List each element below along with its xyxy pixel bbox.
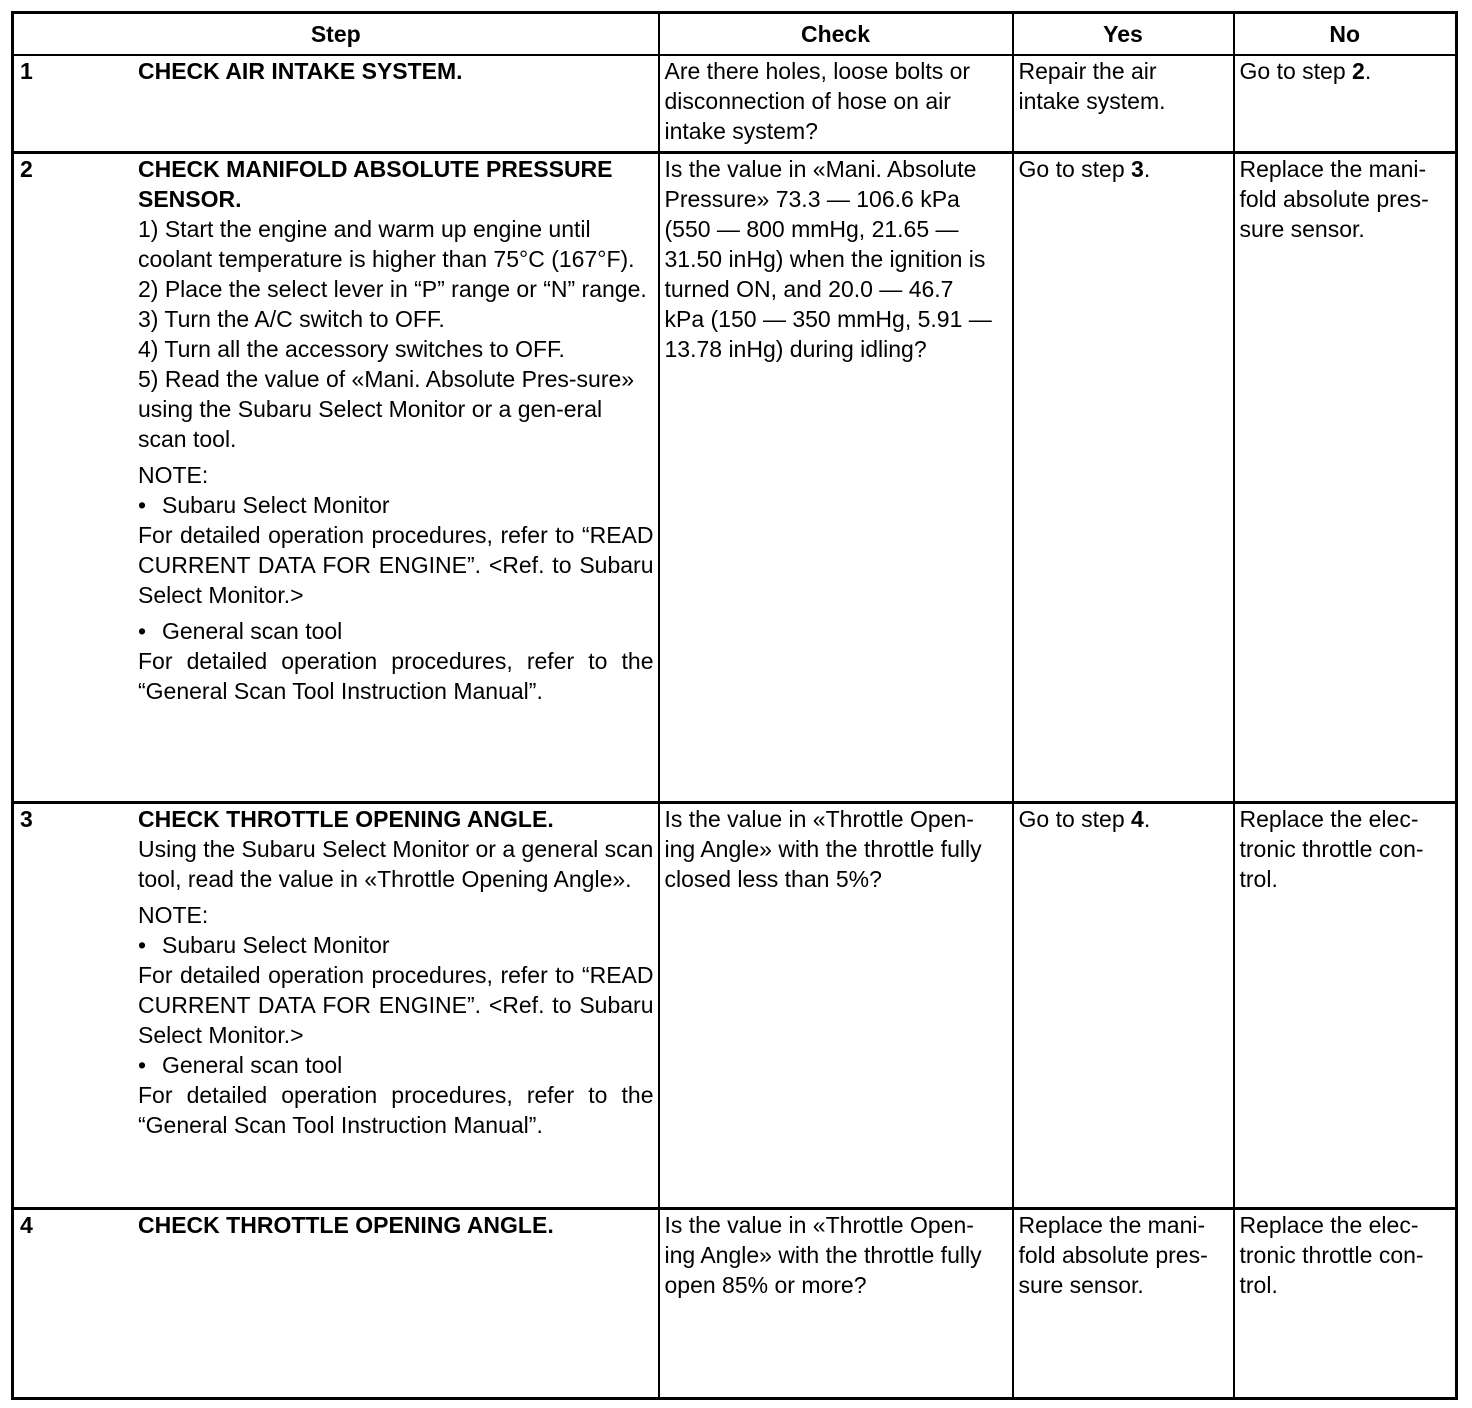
table-row	[13, 55, 1457, 152]
bullet-description: For detailed operation procedures, refer to the “General Scan Tool Instruction Manual”.	[138, 1081, 654, 1138]
step-title: CHECK AIR INTAKE SYSTEM.	[138, 58, 463, 84]
table-row	[13, 152, 1457, 802]
bullet-label: General scan tool	[162, 1051, 343, 1078]
step-cell	[13, 1208, 659, 1398]
step-cell	[13, 152, 659, 802]
diagnostic-table	[11, 11, 1458, 1400]
yes-cell	[1013, 802, 1234, 1208]
step-ref: 4	[1131, 805, 1144, 832]
no-suffix: .	[1364, 58, 1372, 84]
yes-cell	[1013, 152, 1234, 802]
yes-suffix: .	[1143, 805, 1151, 832]
step-title: CHECK THROTTLE OPENING ANGLE.	[138, 1211, 554, 1238]
bullet-item	[138, 1050, 654, 1080]
bullet-label: General scan tool	[162, 617, 343, 644]
procedure-step: 2) Place the select lever in “P” range or “N” range.	[138, 275, 647, 302]
bullet-item	[138, 490, 654, 520]
no-cell: Replace the mani- fold absolute pres- sure sensor.	[1234, 152, 1457, 802]
check-cell: Is the value in «Throttle Open- ing Angle» with the throttle fully closed less than 5%?	[659, 802, 1013, 1208]
step-number: 2	[20, 155, 33, 182]
no-text: Go to step	[1239, 58, 1353, 84]
yes-cell: Repair the air intake system.	[1013, 55, 1234, 152]
bullet-icon: •	[138, 617, 147, 644]
step-title: CHECK THROTTLE OPENING ANGLE.	[138, 805, 554, 832]
bullet-icon: •	[138, 1051, 147, 1078]
step-ref: 2	[1352, 58, 1365, 84]
step-number: 1	[20, 58, 33, 84]
bullet-description: For detailed operation procedures, refer to “READ CURRENT DATA FOR ENGINE”. <Ref. to Subaru Select Monitor.>	[138, 961, 654, 1048]
yes-cell: Replace the mani- fold absolute pres- sure sensor.	[1013, 1208, 1234, 1398]
yes-suffix: .	[1143, 155, 1151, 182]
table-row	[13, 1208, 1457, 1398]
check-cell: Are there holes, loose bolts or disconnection of hose on air intake system?	[659, 55, 1013, 152]
bullet-item	[138, 930, 654, 960]
bullet-item	[138, 616, 654, 646]
bullet-label: Subaru Select Monitor	[162, 931, 390, 958]
procedure-step: 5) Read the value of «Mani. Absolute Pres-sure» using the Subaru Select Monitor or a gen-eral scan tool.	[138, 365, 635, 452]
header-step: Step	[13, 13, 659, 56]
bullet-icon: •	[138, 931, 147, 958]
step-number: 4	[20, 1211, 33, 1238]
check-cell: Is the value in «Throttle Open- ing Angle» with the throttle fully open 85% or more?	[659, 1208, 1013, 1398]
table-row	[13, 802, 1457, 1208]
procedure-step: 1) Start the engine and warm up engine until coolant temperature is higher than 75°C (167°F).	[138, 215, 635, 272]
no-cell	[1234, 55, 1457, 152]
yes-text: Go to step	[1018, 805, 1132, 832]
bullet-description: For detailed operation procedures, refer to the “General Scan Tool Instruction Manual”.	[138, 647, 654, 704]
header-no: No	[1234, 13, 1457, 56]
header-yes: Yes	[1013, 13, 1234, 56]
step-cell	[13, 55, 659, 152]
procedure-step: 3) Turn the A/C switch to OFF.	[138, 305, 445, 332]
no-cell: Replace the elec- tronic throttle con- trol.	[1234, 1208, 1457, 1398]
note-label: NOTE:	[138, 901, 209, 928]
check-cell: Is the value in «Mani. Absolute Pressure» 73.3 — 106.6 kPa (550 — 800 mmHg, 21.65 — 31.50 inHg) when the ignition is turned ON, and 20.0 — 46.7 kPa (150 — 350 mmHg, 5.91 — 13.78 inHg) during idling?	[659, 152, 1013, 802]
table-header-row	[13, 13, 1457, 56]
step-ref: 3	[1131, 155, 1144, 182]
step-number: 3	[20, 805, 33, 832]
procedure-text: Using the Subaru Select Monitor or a general scan tool, read the value in «Throttle Opening Angle».	[138, 835, 654, 892]
note-label: NOTE:	[138, 461, 209, 488]
yes-text: Go to step	[1018, 155, 1132, 182]
bullet-label: Subaru Select Monitor	[162, 491, 390, 518]
step-title: CHECK MANIFOLD ABSOLUTE PRESSURE SENSOR.	[138, 155, 613, 212]
bullet-description: For detailed operation procedures, refer to “READ CURRENT DATA FOR ENGINE”. <Ref. to Subaru Select Monitor.>	[138, 521, 654, 608]
step-cell	[13, 802, 659, 1208]
header-check: Check	[659, 13, 1013, 56]
procedure-step: 4) Turn all the accessory switches to OFF.	[138, 335, 565, 362]
no-cell: Replace the elec- tronic throttle con- trol.	[1234, 802, 1457, 1208]
bullet-icon: •	[138, 491, 147, 518]
